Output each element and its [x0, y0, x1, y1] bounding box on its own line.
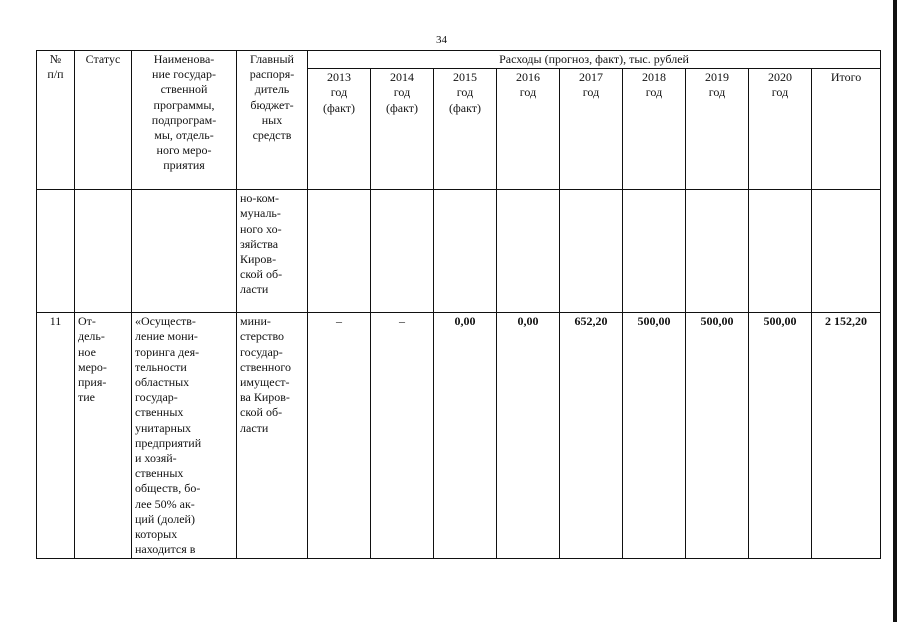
header-year-2019: 2019 год: [686, 69, 749, 190]
value-2019-cell: 500,00: [686, 313, 749, 559]
header-expenses: Расходы (прогноз, факт), тыс. рублей: [308, 51, 881, 69]
page-number: 34: [436, 34, 447, 46]
row-number-cell: 11: [37, 313, 75, 559]
value-total-cell: 2 152,20: [812, 313, 881, 559]
value-2013-cell: –: [308, 313, 371, 559]
header-year-2017: 2017 год: [560, 69, 623, 190]
table-cell: [371, 190, 434, 313]
table-cell: [434, 190, 497, 313]
header-number: № п/п: [37, 51, 75, 190]
continuation-admin-cell: но-ком- муналь- ного хо- зяйства Киров- ской об- ласти: [237, 190, 308, 313]
header-year-2016: 2016 год: [497, 69, 560, 190]
table-cell: [686, 190, 749, 313]
row-name-cell: «Осуществ- ление мони- торинга дея- тельности областных государ- ственных унитарных предприятий и хозяй- ственных обществ, бо- лее 50% ак- ций (долей) которых находится в: [132, 313, 237, 559]
table-row-continuation: [37, 190, 881, 313]
table-row-11: [37, 313, 881, 559]
header-year-2020: 2020 год: [749, 69, 812, 190]
table-cell: [37, 190, 75, 313]
table-cell: [812, 190, 881, 313]
table-cell: [623, 190, 686, 313]
value-2020-cell: 500,00: [749, 313, 812, 559]
table-cell: [497, 190, 560, 313]
budget-table: [36, 50, 881, 559]
header-budget-administrator: Главный распоря- дитель бюджет- ных средств: [237, 51, 308, 190]
value-2014-cell: –: [371, 313, 434, 559]
header-total: Итого: [812, 69, 881, 190]
row-status-cell: От- дель- ное меро- прия- тие: [75, 313, 132, 559]
value-2015-cell: 0,00: [434, 313, 497, 559]
header-year-2013: 2013 год (факт): [308, 69, 371, 190]
table-cell: [560, 190, 623, 313]
table-cell: [749, 190, 812, 313]
header-row-1: [37, 51, 881, 69]
header-program-name: Наименова- ние государ- ственной программы, подпрограм- мы, отдель- ного меро- приятия: [132, 51, 237, 190]
header-status: Статус: [75, 51, 132, 190]
table-cell: [132, 190, 237, 313]
page-edge-rule: [893, 0, 897, 622]
row-admin-cell: мини- стерство государ- ственного имущест- ва Киров- ской об- ласти: [237, 313, 308, 559]
header-year-2015: 2015 год (факт): [434, 69, 497, 190]
table-cell: [75, 190, 132, 313]
value-2017-cell: 652,20: [560, 313, 623, 559]
value-2018-cell: 500,00: [623, 313, 686, 559]
table-cell: [308, 190, 371, 313]
header-year-2018: 2018 год: [623, 69, 686, 190]
header-year-2014: 2014 год (факт): [371, 69, 434, 190]
value-2016-cell: 0,00: [497, 313, 560, 559]
